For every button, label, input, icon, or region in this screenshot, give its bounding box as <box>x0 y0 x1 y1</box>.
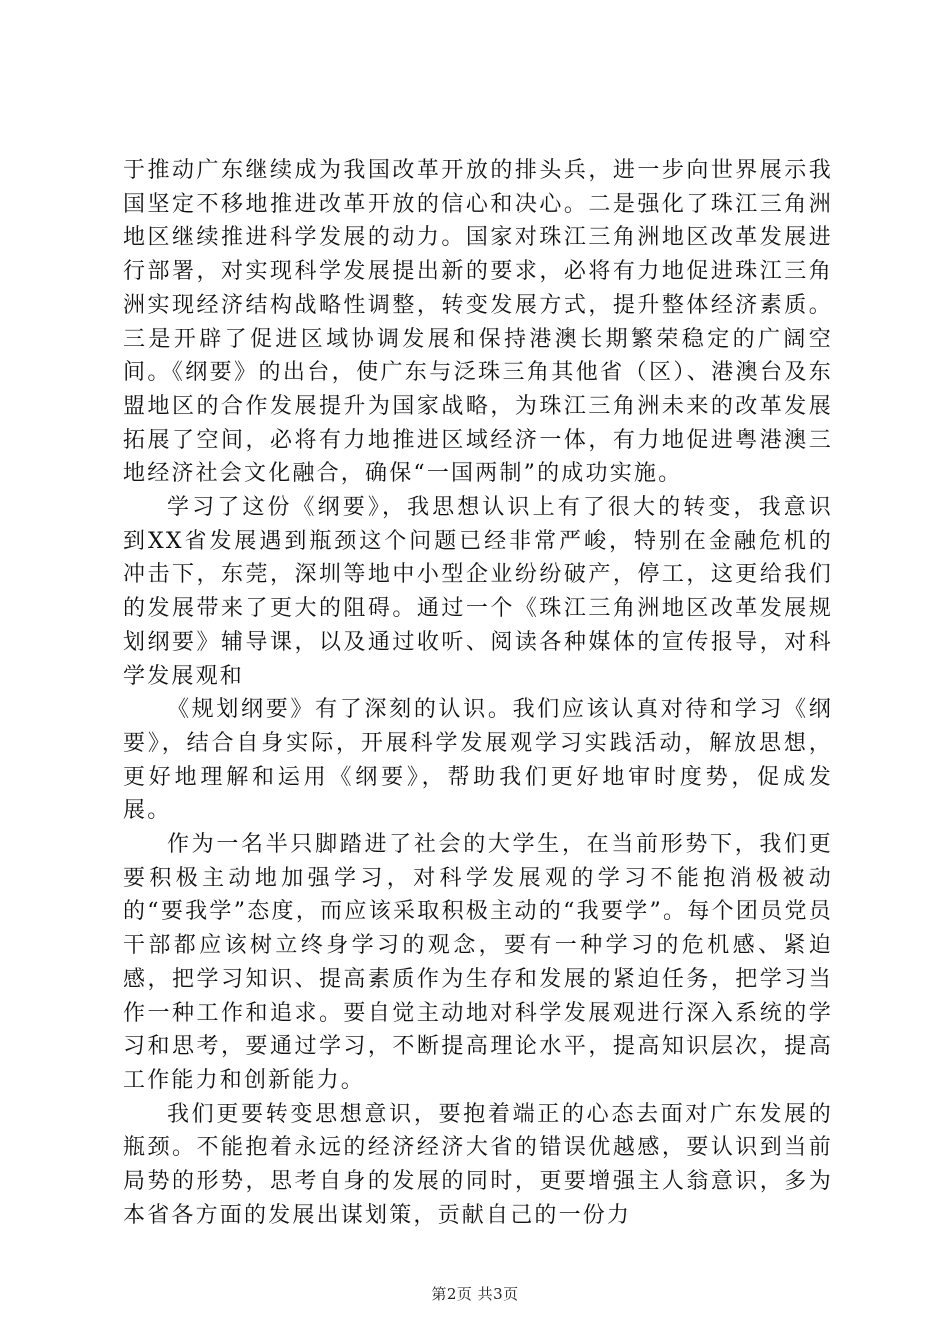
paragraph-plan-outline: 《规划纲要》有了深刻的认识。我们应该认真对待和学习《纲要》，结合自身实际，开展科学发展观学习实践活动，解放思想，更好地理解和运用《纲要》，帮助我们更好地审时度势，促成发展。 <box>123 697 833 824</box>
paragraph-change-mindset: 我们更要转变思想意识，要抱着端正的心态去面对广东发展的瓶颈。不能抱着永远的经济经济大省的错误优越感，要认识到当前局势的形势，思考自身的发展的同时，更要增强主人翁意识，多为本省各方面的发展出谋划策，贡献自己的一份力 <box>123 1101 833 1228</box>
page-number-footer: 第2页 共3页 <box>431 1285 519 1303</box>
paragraph-continued: 于推动广东继续成为我国改革开放的排头兵，进一步向世界展示我国坚定不移地推进改革开放的信心和决心。二是强化了珠江三角洲地区继续推进科学发展的动力。国家对珠江三角洲地区改革发展进行部署，对实现科学发展提出新的要求，必将有力地促进珠江三角洲实现经济结构战略性调整，转变发展方式，提升整体经济素质。三是开辟了促进区域协调发展和保持港澳长期繁荣稳定的广阔空间。《纲要》的出台，使广东与泛珠三角其他省（区）、港澳台及东盟地区的合作发展提升为国家战略，为珠江三角洲未来的改革发展拓展了空间，必将有力地推进区域经济一体，有力地促进粤港澳三地经济社会文化融合，确保“一国两制”的成功实施。 <box>123 158 833 487</box>
document-body <box>123 154 833 1233</box>
paragraph-study-outline: 学习了这份《纲要》，我思想认识上有了很大的转变，我意识到XX省发展遇到瓶颈这个问题已经非常严峻，特别在金融危机的冲击下，东莞，深圳等地中小型企业纷纷破产，停工，这更给我们的发展带来了更大的阻碍。通过一个《珠江三角洲地区改革发展规划纲要》辅导课，以及通过收听、阅读各种媒体的宣传报导，对科学发展观和 <box>123 495 833 689</box>
paragraph-student-learning: 作为一名半只脚踏进了社会的大学生，在当前形势下，我们更要积极主动地加强学习，对科学发展观的学习不能抱消极被动的“要我学”态度，而应该采取积极主动的“我要学”。每个团员党员干部都应该树立终身学习的观念，要有一种学习的危机感、紧迫感，把学习知识、提高素质作为生存和发展的紧迫任务，把学习当作一种工作和追求。要自觉主动地对科学发展观进行深入系统的学习和思考，要通过学习，不断提高理论水平，提高知识层次，提高工作能力和创新能力。 <box>123 832 833 1093</box>
